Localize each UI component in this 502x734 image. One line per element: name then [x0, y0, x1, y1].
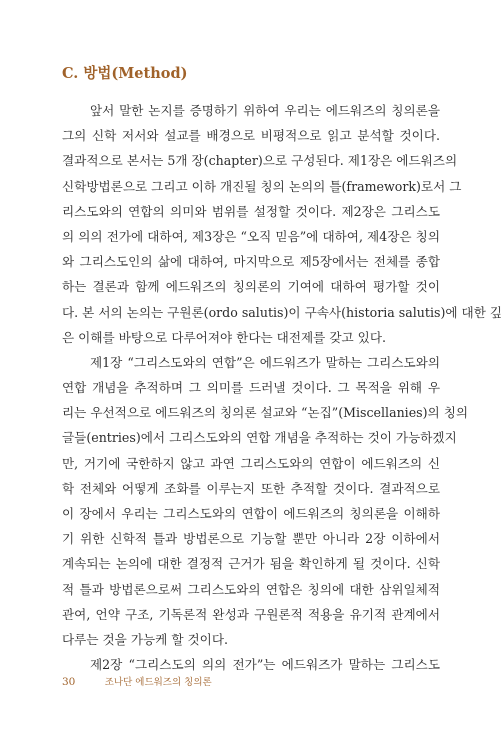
text-line: 만, 거기에 국한하지 않고 과연 그리스도와의 연합이 에드워즈의 신	[62, 455, 440, 471]
text-line: 제1장 “그리스도와의 연합”은 에드워즈가 말하는 그리스도와의	[90, 354, 440, 370]
text-line: 하는 결론과 함께 에드워즈의 칭의론의 기여에 대하여 평가할 것이	[62, 279, 440, 295]
running-title: 조나단 에드워즈의 칭의론	[104, 677, 212, 688]
text-line: 와 그리스도인의 삶에 대하여, 마지막으로 제5장에서는 전체를 종합	[62, 254, 440, 270]
text-line: 은 이해를 바탕으로 다루어져야 한다는 대전제를 갖고 있다.	[62, 329, 386, 345]
text-line: 의 의의 전가에 대하여, 제3장은 “오직 믿음”에 대하여, 제4장은 칭의	[62, 228, 440, 244]
text-line: 글들(entries)에서 그리스도와의 연합 개념을 추적하는 것이 가능하겠지	[62, 430, 457, 446]
text-line: 결과적으로 본서는 5개 장(chapter)으로 구성된다. 제1장은 에드워즈의	[62, 153, 458, 169]
text-line: 다루는 것을 가능케 할 것이다.	[62, 631, 229, 647]
text-line: 제2장 “그리스도의 의의 전가”는 에드워즈가 말하는 그리스도	[90, 657, 440, 673]
text-line: 그의 신학 저서와 설교를 배경으로 비평적으로 읽고 분석할 것이다.	[62, 128, 440, 144]
text-line: 앞서 말한 논지를 증명하기 위하여 우리는 에드워즈의 칭의론을	[90, 103, 440, 118]
text-line: 계속되는 논의에 대한 결정적 근거가 됨을 확인하게 될 것이다. 신학	[62, 556, 440, 572]
text-line: 리스도와의 연합의 의미와 범위를 설정할 것이다. 제2장은 그리스도	[62, 203, 440, 219]
section-heading: C. 방법(Method)	[62, 65, 188, 82]
body-text	[62, 98, 502, 677]
text-line: 다. 본 서의 논의는 구원론(ordo salutis)이 구속사(historia salutis)에 대한 깊	[62, 304, 502, 320]
page-footer	[62, 674, 212, 688]
text-line: 리는 우선적으로 에드워즈의 칭의론 설교와 “논집”(Miscellanies)의 칭의	[62, 405, 469, 421]
page-number: 30	[62, 676, 76, 688]
text-line: 이 장에서 우리는 그리스도와의 연합이 에드워즈의 칭의론을 이해하	[62, 506, 440, 521]
text-line: 관여, 언약 구조, 기독론적 완성과 구원론적 적용을 유기적 관계에서	[62, 606, 440, 622]
text-line: 적 틀과 방법론으로써 그리스도와의 연합은 칭의에 대한 삼위일체적	[62, 581, 440, 597]
text-line: 연합 개념을 추적하며 그 의미를 드러낼 것이다. 그 목적을 위해 우	[62, 380, 440, 396]
text-line: 신학방법론으로 그리고 이하 개진될 칭의 논의의 틀(framework)로서 그	[62, 178, 462, 194]
text-line: 기 위한 신학적 틀과 방법론으로 기능할 뿐만 아니라 2장 이하에서	[62, 531, 440, 547]
text-line: 학 전체와 어떻게 조화를 이루는지 또한 추적할 것이다. 결과적으로	[62, 480, 440, 496]
